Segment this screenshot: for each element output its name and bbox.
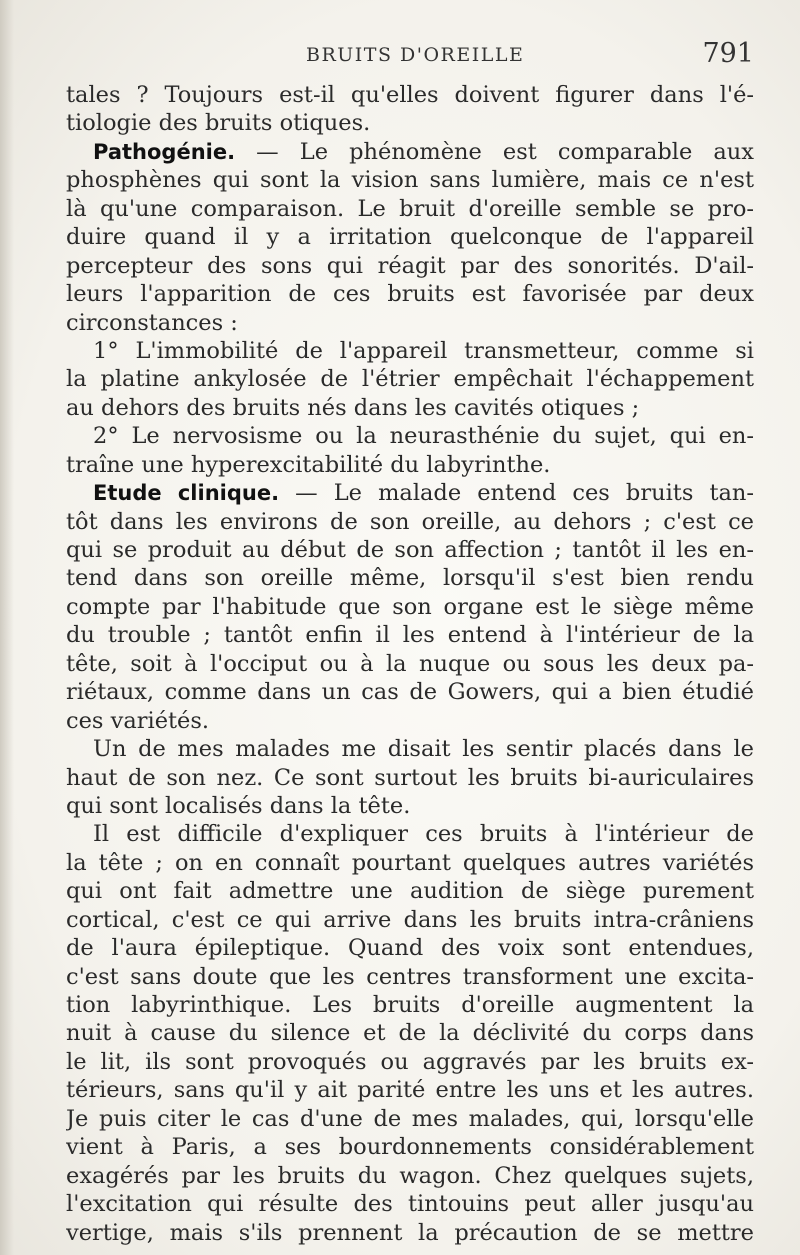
- line-text: Je puis citer le cas d'une de mes malades, qui, lorsqu'elle: [66, 1105, 754, 1132]
- section-heading: Pathogénie.: [93, 139, 236, 164]
- line-text: là qu'une comparaison. Le bruit d'oreille semble se pro-: [66, 195, 754, 222]
- text-line: [66, 1105, 754, 1133]
- line-text: de l'aura épileptique. Quand des voix sont entendues,: [66, 935, 754, 962]
- line-text: traîne une hyperexcitabilité du labyrinthe.: [66, 451, 551, 478]
- text-line: [66, 365, 754, 393]
- line-text: c'est sans doute que les centres transforment une excita-: [66, 963, 754, 990]
- line-text: tête, soit à l'occiput ou à la nuque ou sous les deux pa-: [66, 650, 754, 677]
- line-text: le lit, ils sont provoqués ou aggravés par les bruits ex-: [66, 1048, 754, 1075]
- line-text: qui sont localisés dans la tête.: [66, 792, 411, 819]
- text-line: [66, 650, 754, 678]
- text-line: [66, 81, 754, 109]
- text-line: [66, 877, 754, 905]
- body-text: [66, 81, 754, 1247]
- line-text: qui ont fait admettre une audition de siège purement: [66, 878, 754, 905]
- text-line: [66, 820, 754, 848]
- line-text: 2° Le nervosisme ou la neurasthénie du sujet, qui en-: [93, 423, 754, 450]
- line-text: tend dans son oreille même, lorsqu'il s'est bien rendu: [66, 565, 754, 592]
- text-line: [66, 934, 754, 962]
- line-text: vient à Paris, a ses bourdonnements considérablement: [66, 1134, 754, 1161]
- line-text: Un de mes malades me disait les sentir placés dans le: [93, 736, 754, 763]
- line-text: ces variétés.: [66, 707, 210, 734]
- text-line: [66, 593, 754, 621]
- text-line: [66, 252, 754, 280]
- line-text: tales ? Toujours est-il qu'elles doivent figurer dans l'é-: [66, 82, 754, 108]
- line-text: l'excitation qui résulte des tintouins peut aller jusqu'au: [66, 1191, 754, 1218]
- text-line: [66, 394, 754, 422]
- line-text: circonstances :: [66, 309, 238, 336]
- text-line: [66, 621, 754, 649]
- text-line: [66, 280, 754, 308]
- text-line: [66, 138, 754, 166]
- line-text: cortical, c'est ce qui arrive dans les bruits intra-crâniens: [66, 906, 754, 933]
- text-line: [66, 678, 754, 706]
- text-line: [66, 422, 754, 450]
- text-line: [66, 223, 754, 251]
- line-text: duire quand il y a irritation quelconque de l'appareil: [66, 224, 754, 251]
- line-text: — Le malade entend ces bruits tan-: [279, 480, 754, 507]
- line-text: vertige, mais s'ils prennent la précaution de se mettre: [66, 1219, 754, 1246]
- line-text: compte par l'habitude que son organe est le siège même: [66, 593, 754, 620]
- text-line: [66, 963, 754, 991]
- line-text: tion labyrinthique. Les bruits d'oreille augmentent la: [66, 992, 754, 1018]
- line-text: térieurs, sans qu'il y ait parité entre les uns et les autres.: [66, 1077, 754, 1104]
- text-line: [66, 735, 754, 763]
- line-text: du trouble ; tantôt enfin il les entend à l'intérieur de la: [66, 622, 754, 649]
- spine-shadow: [0, 0, 14, 1255]
- text-line: [66, 906, 754, 934]
- line-text: haut de son nez. Ce sont surtout les bruits bi-auriculaires: [66, 764, 754, 791]
- text-line: [66, 1190, 754, 1218]
- line-text: leurs l'apparition de ces bruits est favorisée par deux: [66, 281, 754, 308]
- text-line: [66, 1219, 754, 1247]
- line-text: tiologie des bruits otiques.: [66, 110, 371, 137]
- line-text: la platine ankylosée de l'étrier empêchait l'échappement: [66, 366, 754, 393]
- text-line: [66, 564, 754, 592]
- text-line: [66, 508, 754, 536]
- line-text: au dehors des bruits nés dans les cavités otiques ;: [66, 394, 640, 421]
- text-line: [66, 1076, 754, 1104]
- line-text: nuit à cause du silence et de la déclivité du corps dans: [66, 1020, 754, 1047]
- text-line: [66, 849, 754, 877]
- text-line: [66, 1048, 754, 1076]
- text-line: [66, 764, 754, 792]
- text-line: [66, 707, 754, 735]
- line-text: 1° L'immobilité de l'appareil transmetteur, comme si: [93, 337, 754, 364]
- text-line: [66, 109, 754, 137]
- line-text: tôt dans les environs de son oreille, au dehors ; c'est ce: [66, 508, 754, 535]
- text-line: [66, 536, 754, 564]
- section-heading: Etude clinique.: [93, 481, 280, 506]
- line-text: percepteur des sons qui réagit par des sonorités. D'ail-: [66, 252, 754, 279]
- line-text: riétaux, comme dans un cas de Gowers, qui a bien étudié: [66, 679, 754, 706]
- text-line: [66, 195, 754, 223]
- line-text: Il est difficile d'expliquer ces bruits à l'intérieur de: [93, 821, 754, 848]
- running-title: BRUITS D'OREILLE: [306, 44, 525, 66]
- page-number: 791: [702, 38, 754, 69]
- text-line: [66, 451, 754, 479]
- text-line: [66, 1019, 754, 1047]
- text-line: [66, 991, 754, 1019]
- line-text: qui se produit au début de son affection ; tantôt il les en-: [66, 537, 754, 563]
- line-text: phosphènes qui sont la vision sans lumière, mais ce n'est: [66, 167, 754, 194]
- text-line: [66, 337, 754, 365]
- text-line: [66, 166, 754, 194]
- running-head: [66, 38, 754, 78]
- line-text: — Le phénomène est comparable aux: [235, 138, 754, 165]
- text-line: [66, 309, 754, 337]
- text-line: [66, 479, 754, 507]
- line-text: la tête ; on en connaît pourtant quelques autres variétés: [66, 849, 754, 876]
- line-text: exagérés par les bruits du wagon. Chez quelques sujets,: [66, 1162, 754, 1189]
- text-line: [66, 792, 754, 820]
- text-line: [66, 1133, 754, 1161]
- text-line: [66, 1162, 754, 1190]
